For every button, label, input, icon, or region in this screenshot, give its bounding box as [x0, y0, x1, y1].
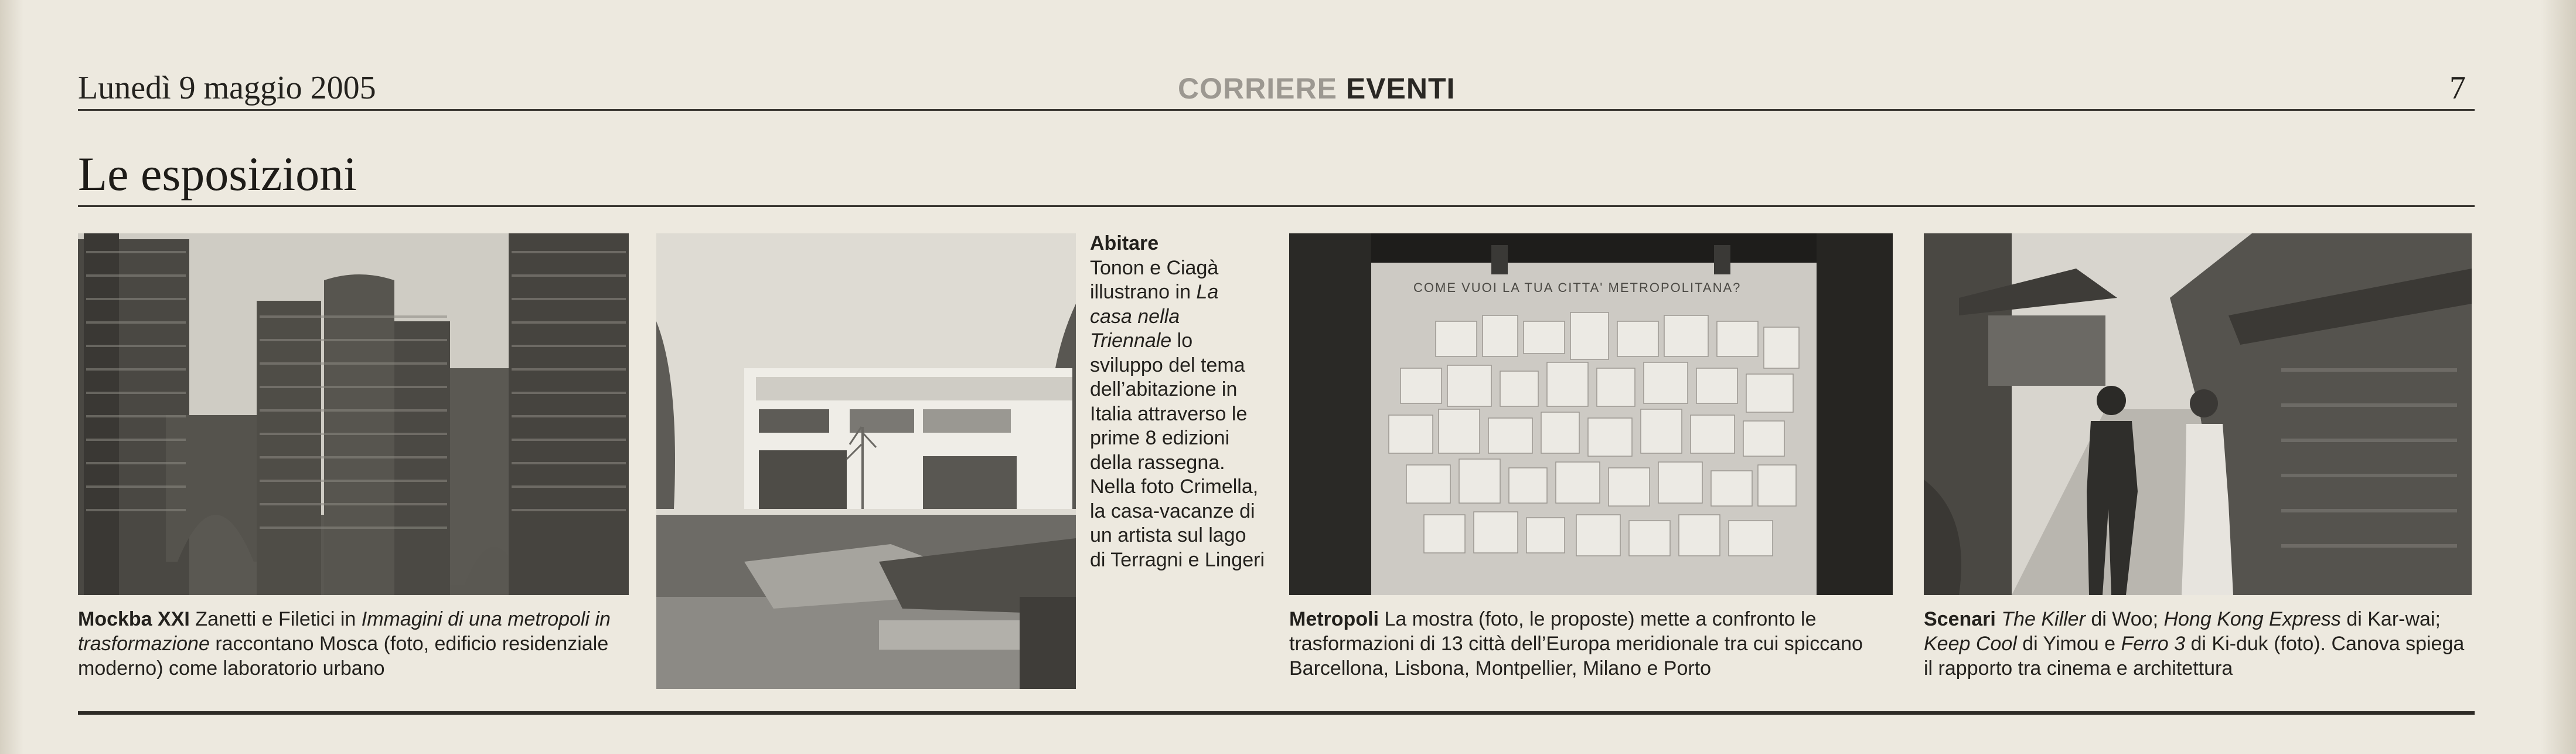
caption-kicker: Abitare	[1090, 232, 1159, 254]
caption-title: La casa nella Triennale	[1090, 281, 1219, 352]
section-name: EVENTI	[1345, 72, 1456, 105]
page-fold-shadow-left	[0, 0, 23, 754]
caption-text: di Woo;	[2085, 608, 2164, 630]
caption-kicker: Mockba XXI	[78, 608, 190, 630]
caption-kicker: Metropoli	[1289, 608, 1379, 630]
board-banner-text: COME VUOI LA TUA CITTA' METROPOLITANA?	[1413, 280, 1742, 295]
caption-mosca	[78, 607, 629, 681]
caption-text: di Kar-wai;	[2340, 608, 2441, 630]
caption-kicker: Scenari	[1924, 608, 1996, 630]
caption-text: La mostra (foto, le proposte) mette a confronto le trasformazioni di 13 città dell’Europa meridionale tra cui spiccano Barcellona, Lisbona, Montpellier, Milano e Porto	[1289, 608, 1863, 680]
photo-moscow-towers	[78, 233, 629, 595]
caption-abitare	[1090, 232, 1266, 572]
section-prefix: CORRIERE	[1178, 72, 1337, 105]
caption-scenari	[1924, 607, 2472, 681]
photo-proposals-board	[1289, 233, 1893, 595]
film-title: Keep Cool	[1924, 633, 2017, 655]
photo-film-still-street	[1924, 233, 2472, 595]
caption-metropoli	[1289, 607, 1893, 681]
film-title: Hong Kong Express	[2163, 608, 2341, 630]
caption-text: Zanetti e Filetici in	[195, 608, 362, 630]
issue-date: Lunedì 9 maggio 2005	[78, 70, 376, 106]
caption-text: di Yimou e	[2016, 633, 2121, 655]
rubric-title: Le esposizioni	[78, 147, 357, 201]
photo-lake-villa	[656, 233, 1076, 689]
page-fold-shadow-right	[2541, 0, 2576, 754]
film-title: The Killer	[2001, 608, 2086, 630]
page-number: 7	[2449, 70, 2466, 106]
caption-title: Immagini di una metropoli in trasformazione	[78, 608, 611, 655]
footer-rule	[78, 711, 2475, 715]
film-title: Ferro 3	[2121, 633, 2186, 655]
caption-text: di Ki-duk (foto). Canova spiega il rapporto tra cinema e architettura	[1924, 633, 2465, 680]
rubric-rule	[78, 205, 2475, 207]
caption-text: Tonon e Ciagà illustrano in	[1090, 256, 1219, 303]
section-masthead	[1178, 72, 1455, 106]
caption-text: raccontano Mosca (foto, edificio residenziale moderno) come laboratorio urbano	[78, 633, 609, 680]
caption-text: lo sviluppo del tema dell’abitazione in Italia attraverso le prime 8 edizioni della rassegna. Nella foto Crimella, la casa-vacanze di un artista sul lago di Terragni e Lingeri	[1090, 330, 1265, 571]
header-rule	[78, 109, 2475, 111]
